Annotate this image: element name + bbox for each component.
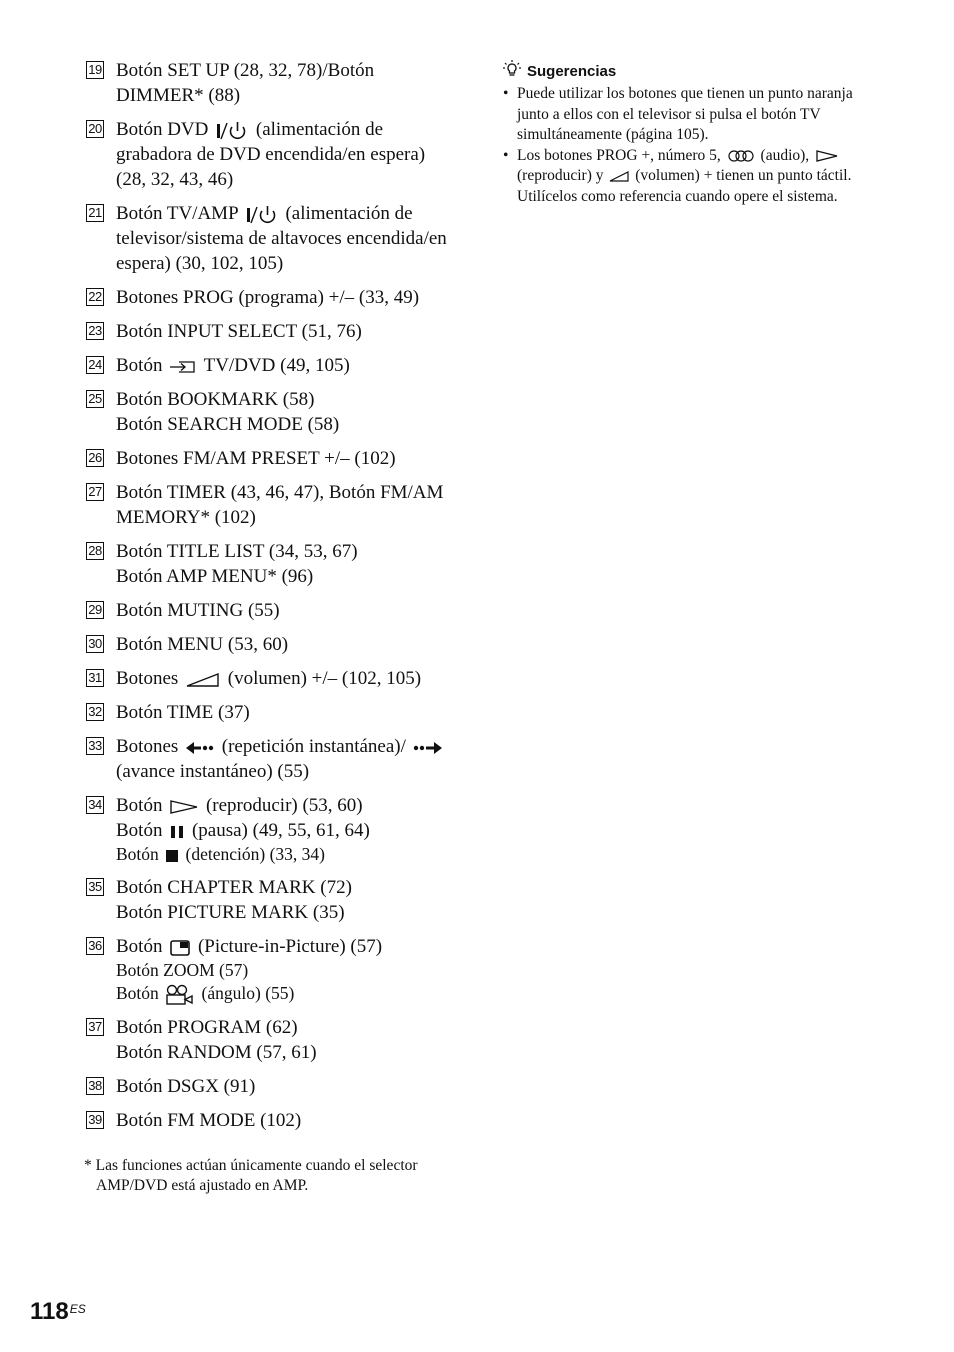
list-item: 21 Botón TV/AMP (alimentación de televisor/sistema de altavoces encendida/en espera) (30, 102, 105)	[86, 201, 481, 276]
tip-item: • Los botones PROG +, número 5, (audio), (reproducir) y (volumen) + tienen un punto táctil. Utilícelos como referencia cuando opere el sistema.	[503, 146, 852, 205]
list-item: 36 Botón (Picture-in-Picture) (57) Botón ZOOM (57) Botón (ángulo) (55)	[86, 934, 481, 1006]
instant-advance-icon	[413, 741, 443, 755]
list-item: 28 Botón TITLE LIST (34, 53, 67) Botón AMP MENU* (96)	[86, 539, 481, 589]
item-number: 24	[86, 356, 104, 374]
list-item: 19 Botón SET UP (28, 32, 78)/Botón DIMMER* (88)	[86, 58, 481, 108]
list-item: 25 Botón BOOKMARK (58) Botón SEARCH MODE (58)	[86, 387, 481, 437]
item-number: 31	[86, 669, 104, 687]
item-number: 37	[86, 1018, 104, 1036]
button-list	[86, 58, 481, 1142]
item-number: 23	[86, 322, 104, 340]
instant-replay-icon	[185, 741, 215, 755]
item-number: 26	[86, 449, 104, 467]
pause-icon	[169, 824, 185, 840]
item-number: 35	[86, 878, 104, 896]
list-item: 32 Botón TIME (37)	[86, 700, 481, 725]
item-number: 29	[86, 601, 104, 619]
tips-heading: Sugerencias	[503, 60, 895, 84]
input-select-icon	[169, 359, 197, 375]
list-item: 38 Botón DSGX (91)	[86, 1074, 481, 1099]
list-item: 26 Botones FM/AM PRESET +/– (102)	[86, 446, 481, 471]
item-number: 22	[86, 288, 104, 306]
item-number: 19	[86, 61, 104, 79]
play-icon	[815, 149, 839, 163]
item-number: 21	[86, 204, 104, 222]
play-icon	[169, 799, 199, 815]
list-item: 24 Botón TV/DVD (49, 105)	[86, 353, 481, 378]
list-item: 27 Botón TIMER (43, 46, 47), Botón FM/AM MEMORY* (102)	[86, 480, 481, 530]
list-item: 35 Botón CHAPTER MARK (72) Botón PICTURE MARK (35)	[86, 875, 481, 925]
list-item: 23 Botón INPUT SELECT (51, 76)	[86, 319, 481, 344]
list-item: 31 Botones (volumen) +/– (102, 105)	[86, 666, 481, 691]
list-item: 29 Botón MUTING (55)	[86, 598, 481, 623]
item-number: 25	[86, 390, 104, 408]
stop-icon	[165, 849, 179, 863]
item-number: 34	[86, 796, 104, 814]
power-standby-icon	[215, 121, 249, 141]
item-number: 28	[86, 542, 104, 560]
item-number: 38	[86, 1077, 104, 1095]
list-item: 37 Botón PROGRAM (62) Botón RANDOM (57, 61)	[86, 1015, 481, 1065]
list-item: 39 Botón FM MODE (102)	[86, 1108, 481, 1133]
audio-icon	[727, 149, 755, 163]
list-item: 30 Botón MENU (53, 60)	[86, 632, 481, 657]
page-number: $118^{ES}$	[30, 1298, 86, 1325]
list-item: 34 Botón (reproducir) (53, 60) Botón (pausa) (49, 55, 61, 64) Botón (detención) (33, 34)	[86, 793, 481, 866]
volume-icon	[609, 170, 629, 182]
item-number: 33	[86, 737, 104, 755]
bullet: •	[503, 85, 509, 102]
bullet: •	[503, 146, 509, 164]
footnote: * Las funciones actúan únicamente cuando el selector AMP/DVD está ajustado en AMP.	[84, 1157, 418, 1194]
item-number: 39	[86, 1111, 104, 1129]
volume-icon	[185, 672, 221, 688]
picture-in-picture-icon	[169, 939, 191, 957]
item-number: 32	[86, 703, 104, 721]
item-number: 36	[86, 937, 104, 955]
lightbulb-icon	[503, 60, 521, 84]
angle-icon	[165, 984, 195, 1006]
list-item: 33 Botones (repetición instantánea)/ (avance instantáneo) (55)	[86, 734, 481, 784]
tip-item: • Puede utilizar los botones que tienen un punto naranja junto a ellos con el televisor si pulsa el botón TV simultáneamente (página 105).	[503, 85, 853, 143]
list-item: 20 Botón DVD (alimentación de grabadora de DVD encendida/en espera) (28, 32, 43, 46)	[86, 117, 481, 192]
tips-section	[503, 60, 895, 207]
power-standby-icon	[245, 205, 279, 225]
item-number: 30	[86, 635, 104, 653]
item-number: 20	[86, 120, 104, 138]
list-item: 22 Botones PROG (programa) +/– (33, 49)	[86, 285, 481, 310]
item-number: 27	[86, 483, 104, 501]
